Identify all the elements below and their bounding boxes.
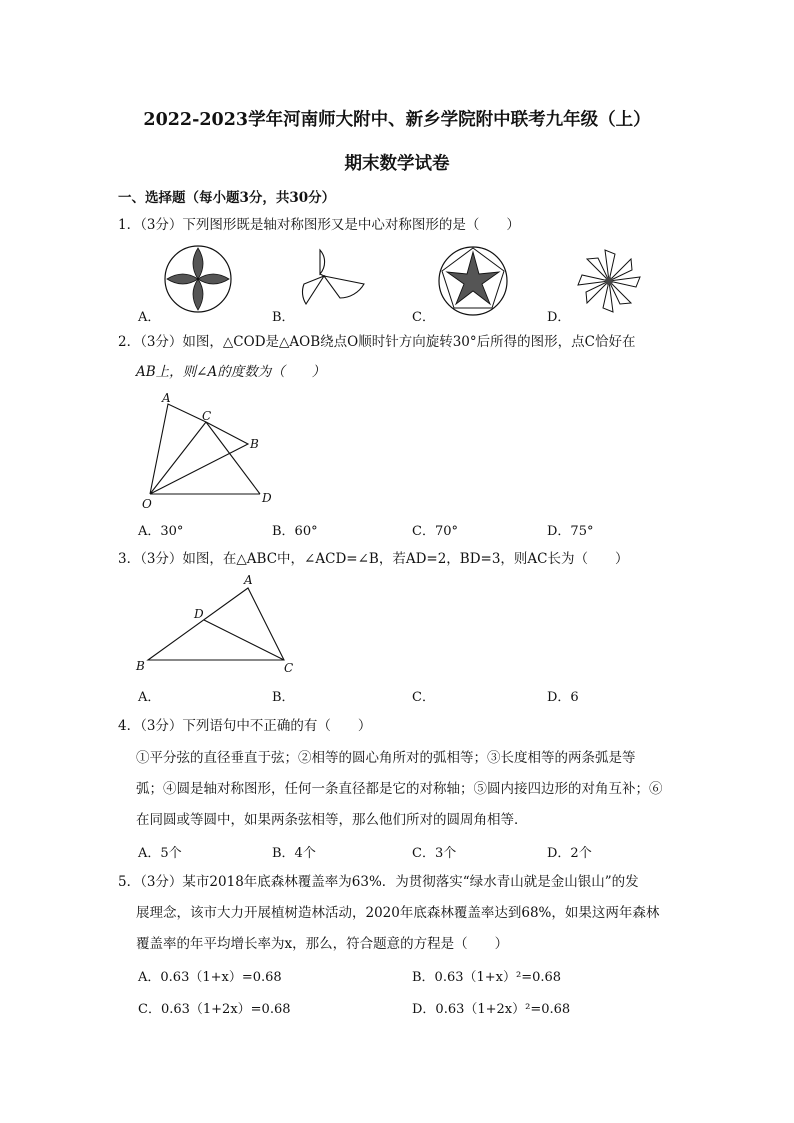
q4-option-d: D．2个 [547,846,592,861]
question-2-stem-line2: AB上，则∠A的度数为（ ） [136,364,326,380]
question-1-stem: 1．（3分）下列图形既是轴对称图形又是中心对称图形的是（ ） [118,217,520,233]
q3-option-d: D．6 [547,690,579,705]
page-subtitle: 期末数学试卷 [344,154,450,174]
q3-label-c: C [284,661,294,675]
q5-option-d: D．0.63（1+2x）²=0.68 [412,1002,571,1017]
q1-option-a: A． [138,310,161,325]
q1-figure-b [296,244,371,314]
q1-option-d: D． [547,310,571,325]
q2-label-c: C [202,409,212,423]
q4-option-c: C．3个 [412,846,457,861]
q2-label-o: O [142,497,152,511]
q3-label-a: A [244,573,253,587]
question-5-stem-line2: 展理念，该市大力开展植树造林活动，2020年底森林覆盖率达到68%，如果这两年森林 [136,905,660,921]
q2-label-a: A [162,391,171,405]
q2-option-b: B．60° [272,524,318,539]
q2-figure [138,388,278,514]
question-4-body-line3: 在同圆或等圆中，如果两条弦相等，那么他们所对的圆周角相等． [136,812,528,828]
q5-option-c: C．0.63（1+2x）=0.68 [138,1002,291,1017]
q1-figure-a [163,244,233,314]
q2-option-d: D．75° [547,524,594,539]
q3-figure [134,574,304,674]
q1-option-b: B． [272,310,295,325]
q4-option-b: B．4个 [272,846,316,861]
q5-option-a: A．0.63（1+x）=0.68 [138,970,282,985]
q4-option-a: A．5个 [138,846,182,861]
q1-figure-c [436,244,510,318]
question-4-body-line2: 弧；④圆是轴对称图形，任何一条直径都是它的对称轴；⑤圆内接四边形的对角互补；⑥ [136,781,663,797]
question-5-stem-line1: 5．（3分）某市2018年底森林覆盖率为63%．为贯彻落实“绿水青山就是金山银山”的发 [118,874,639,890]
page-title: 2022-2023学年河南师大附中、新乡学院附中联考九年级（上） [143,110,651,130]
q2-label-b: B [250,437,259,451]
q3-option-b: B． [272,690,295,705]
question-3-stem: 3．（3分）如图，在△ABC中，∠ACD=∠B，若AD=2，BD=3，则AC长为（ ） [118,551,629,567]
question-4-stem: 4．（3分）下列语句中不正确的有（ ） [118,718,372,734]
q3-option-c: C． [412,690,435,705]
section-heading: 一、选择题（每小题3分，共30分） [118,190,336,206]
question-5-stem-line3: 覆盖率的年平均增长率为x，那么，符合题意的方程是（ ） [136,936,509,952]
q3-option-a: A． [138,690,161,705]
q3-label-b: B [136,659,145,673]
q5-option-b: B．0.63（1+x）²=0.68 [412,970,562,985]
q2-option-a: A．30° [138,524,184,539]
q2-option-c: C．70° [412,524,458,539]
q1-option-c: C． [412,310,435,325]
question-4-body-line1: ①平分弦的直径垂直于弦；②相等的圆心角所对的弧相等；③长度相等的两条弧是等 [136,750,636,766]
q1-figure-d [574,246,644,316]
q3-label-d: D [194,607,204,621]
q2-label-d: D [262,491,272,505]
question-2-stem-line1: 2．（3分）如图，△COD是△AOB绕点O顺时针方向旋转30°后所得的图形，点C恰好在 [118,334,636,350]
